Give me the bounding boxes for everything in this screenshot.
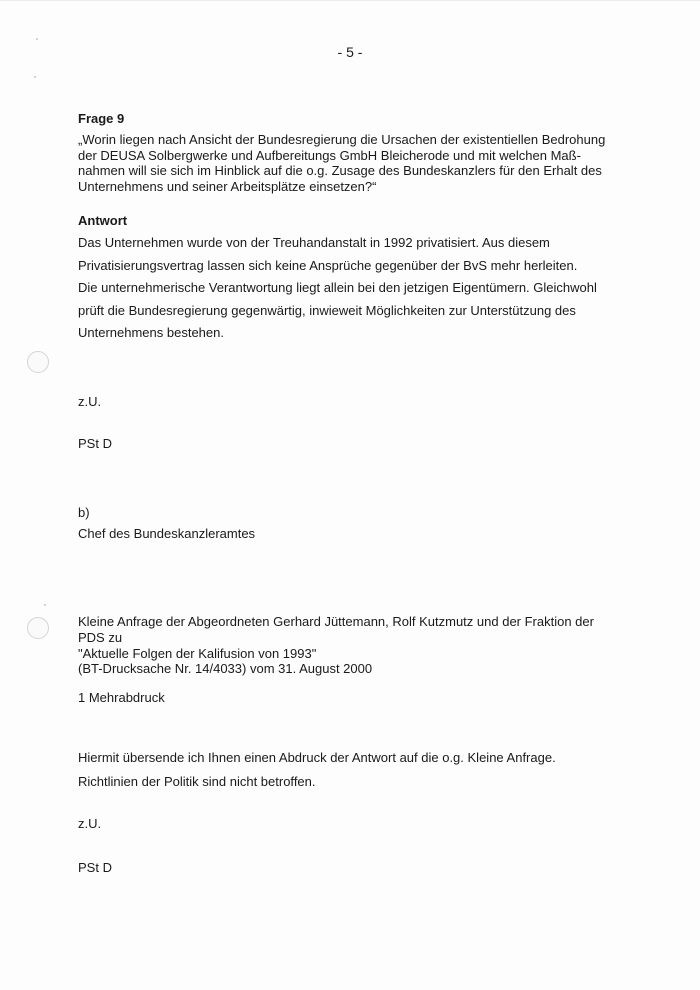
recipient-line: Chef des Bundeskanzleramtes xyxy=(78,526,256,541)
antwort-line: Das Unternehmen wurde von der Treuhandanstalt in 1992 privatisiert. Aus diesem xyxy=(78,235,550,250)
anfrage-line: PDS zu xyxy=(78,629,123,645)
anfrage-line: (BT-Drucksache Nr. 14/4033) vom 31. August 2000 xyxy=(78,661,373,677)
anfrage-line: "Aktuelle Folgen der Kalifusion von 1993" xyxy=(78,645,317,661)
antwort-heading: Antwort xyxy=(78,213,128,228)
section-b-label: b) xyxy=(78,505,90,520)
punch-hole-mark xyxy=(27,351,49,373)
antwort-line: Privatisierungsvertrag lassen sich keine Ansprüche gegenüber der BvS mehr herleiten. xyxy=(78,257,578,273)
antwort-line: prüft die Bundesregierung gegenwärtig, inwieweit Möglichkeiten zur Unterstützung des xyxy=(78,302,576,318)
frage-line: Unternehmens und seiner Arbeitsplätze einsetzen?“ xyxy=(78,178,377,194)
pst-signature-note: PSt D xyxy=(78,860,112,875)
punch-hole-mark xyxy=(27,617,49,639)
frage-line: der DEUSA Solbergwerke und Aufbereitungs GmbH Bleicherode und mit welchen Maß- xyxy=(78,147,581,163)
antwort-line: Unternehmens bestehen. xyxy=(78,325,224,340)
hiermit-line: Hiermit übersende ich Ihnen einen Abdruck der Antwort auf die o.g. Kleine Anfrage. xyxy=(78,750,556,765)
scan-speck xyxy=(36,38,38,40)
antwort-text xyxy=(78,232,623,345)
hiermit-text xyxy=(78,746,623,794)
anfrage-line: Kleine Anfrage der Abgeordneten Gerhard Jüttemann, Rolf Kutzmutz und der Fraktion der xyxy=(78,614,594,629)
frage-heading: Frage 9 xyxy=(78,111,125,126)
antwort-line: Die unternehmerische Verantwortung liegt allein bei den jetzigen Eigentümern. Gleichwohl xyxy=(78,280,597,295)
hiermit-line: Richtlinien der Politik sind nicht betroffen. xyxy=(78,774,316,789)
scan-speck xyxy=(44,604,46,606)
page-number: - 5 - xyxy=(337,44,363,60)
zur-unterschrift-note: z.U. xyxy=(78,394,102,409)
scan-speck xyxy=(34,76,36,78)
frage-text xyxy=(78,132,623,194)
scan-edge-top xyxy=(0,0,700,1)
pst-signature-note: PSt D xyxy=(78,436,112,451)
zur-unterschrift-note: z.U. xyxy=(78,816,102,831)
anfrage-text xyxy=(78,614,623,677)
frage-line: „Worin liegen nach Ansicht der Bundesregierung die Ursachen der existentiellen Bedrohung xyxy=(78,132,606,147)
mehrabdruck-line: 1 Mehrabdruck xyxy=(78,690,165,705)
frage-line: nahmen will sie sich im Hinblick auf die o.g. Zusage des Bundeskanzlers für den Erhalt des xyxy=(78,163,602,178)
